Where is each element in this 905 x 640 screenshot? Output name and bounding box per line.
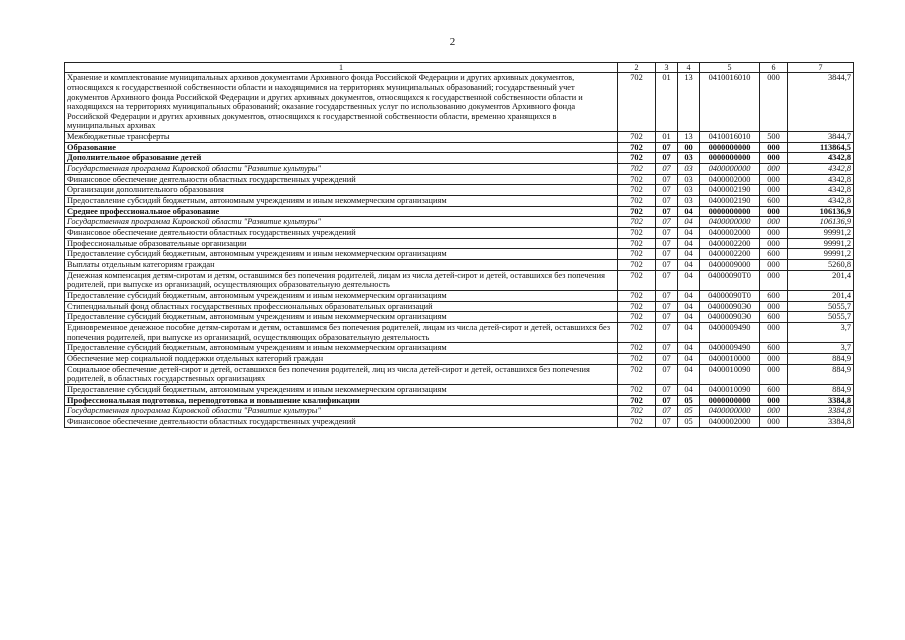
row-section-cell: 07 [656,206,678,217]
row-section-cell: 07 [656,217,678,228]
table-header-row [65,63,854,73]
table-row [65,416,854,427]
row-code-cell: 702 [618,153,656,164]
row-code-cell: 702 [618,142,656,153]
row-amount-cell: 3844,7 [788,73,854,132]
row-section-cell: 07 [656,185,678,196]
row-name-cell: Стипендиальный фонд областных государственных профессиональных образовательных организаций [65,301,618,312]
row-subsection-cell: 04 [678,312,700,323]
row-section-cell: 07 [656,301,678,312]
table-body [65,73,854,427]
row-subsection-cell: 04 [678,217,700,228]
row-name-cell: Государственная программа Кировской области "Развитие культуры" [65,217,618,228]
row-subsection-cell: 03 [678,196,700,207]
row-target-article-cell: 0400002000 [700,416,760,427]
row-target-article-cell: 0000000000 [700,395,760,406]
row-section-cell: 07 [656,312,678,323]
row-target-article-cell: 0000000000 [700,142,760,153]
table-row [65,196,854,207]
table-row [65,164,854,175]
row-name-cell: Межбюджетные трансферты [65,132,618,143]
row-amount-cell: 3384,8 [788,406,854,417]
row-expense-type-cell: 000 [760,238,788,249]
row-name-cell: Финансовое обеспечение деятельности областных государственных учреждений [65,174,618,185]
row-amount-cell: 106136,9 [788,206,854,217]
table-row [65,238,854,249]
row-subsection-cell: 04 [678,322,700,342]
row-subsection-cell: 03 [678,153,700,164]
row-subsection-cell: 04 [678,228,700,239]
row-target-article-cell: 0400000000 [700,217,760,228]
row-amount-cell: 884,9 [788,384,854,395]
row-subsection-cell: 04 [678,343,700,354]
row-expense-type-cell: 000 [760,395,788,406]
row-amount-cell: 4342,8 [788,164,854,175]
row-code-cell: 702 [618,132,656,143]
row-target-article-cell: 0400002200 [700,238,760,249]
table-row [65,132,854,143]
row-section-cell: 01 [656,73,678,132]
row-target-article-cell: 0400002190 [700,185,760,196]
row-amount-cell: 4342,8 [788,196,854,207]
table-row [65,290,854,301]
table-row [65,353,854,364]
row-expense-type-cell: 000 [760,322,788,342]
row-section-cell: 07 [656,174,678,185]
table-row [65,364,854,384]
row-code-cell: 702 [618,238,656,249]
row-code-cell: 702 [618,384,656,395]
row-expense-type-cell: 000 [760,228,788,239]
row-section-cell: 07 [656,142,678,153]
row-section-cell: 07 [656,406,678,417]
row-amount-cell: 3844,7 [788,132,854,143]
row-amount-cell: 113864,5 [788,142,854,153]
row-expense-type-cell: 000 [760,217,788,228]
row-expense-type-cell: 000 [760,206,788,217]
row-name-cell: Обеспечение мер социальной поддержки отдельных категорий граждан [65,353,618,364]
row-target-article-cell: 0400010000 [700,353,760,364]
row-expense-type-cell: 600 [760,384,788,395]
row-amount-cell: 4342,8 [788,153,854,164]
row-target-article-cell: 0400000000 [700,164,760,175]
row-subsection-cell: 03 [678,185,700,196]
table-row [65,301,854,312]
row-section-cell: 07 [656,238,678,249]
row-code-cell: 702 [618,343,656,354]
row-code-cell: 702 [618,301,656,312]
row-code-cell: 702 [618,406,656,417]
row-amount-cell: 884,9 [788,353,854,364]
row-expense-type-cell: 000 [760,164,788,175]
row-code-cell: 702 [618,185,656,196]
row-name-cell: Хранение и комплектование муниципальных архивов документами Архивного фонда Российской Федерации и других архивных документов, относящихся к государственной собственности области и находящимися на территориях муниципальных образований; государственный учет документов Архивного фонда Российской Федерации и других архивных документов, относящихся к государственной собственности области и находящихся на территориях муниципальных образований; оказание государственных услуг по использованию документов Архивного фонда Российской Федерации и других архивных документов, относящихся к государственной собственности области, временно хранящихся в муниципальных архивах [65,73,618,132]
row-code-cell: 702 [618,416,656,427]
row-code-cell: 702 [618,174,656,185]
table-row [65,185,854,196]
row-expense-type-cell: 600 [760,249,788,260]
row-name-cell: Единовременное денежное пособие детям-сиротам и детям, оставшимся без попечения родителей, лицам из числа детей-сирот и детей, оставшихся без попечения родителей, при выпуске из организаций, осуществляющих образовательную деятельность [65,322,618,342]
row-subsection-cell: 03 [678,174,700,185]
row-subsection-cell: 00 [678,142,700,153]
row-target-article-cell: 04000090Т0 [700,270,760,290]
row-name-cell: Выплаты отдельным категориям граждан [65,260,618,271]
row-name-cell: Дополнительное образование детей [65,153,618,164]
row-amount-cell: 201,4 [788,290,854,301]
row-code-cell: 702 [618,322,656,342]
row-section-cell: 07 [656,416,678,427]
row-code-cell: 702 [618,312,656,323]
row-code-cell: 702 [618,290,656,301]
row-subsection-cell: 13 [678,73,700,132]
row-name-cell: Предоставление субсидий бюджетным, автономным учреждениям и иным некоммерческим организациям [65,384,618,395]
row-amount-cell: 4342,8 [788,185,854,196]
row-code-cell: 702 [618,260,656,271]
row-expense-type-cell: 500 [760,132,788,143]
row-expense-type-cell: 600 [760,196,788,207]
row-target-article-cell: 04000090Э0 [700,312,760,323]
row-section-cell: 01 [656,132,678,143]
row-section-cell: 07 [656,290,678,301]
row-name-cell: Социальное обеспечение детей-сирот и детей, оставшихся без попечения родителей, лиц из числа детей-сирот и детей, оставшихся без попечения родителей, в областных государственных организациях [65,364,618,384]
column-header: 4 [678,63,700,73]
row-section-cell: 07 [656,228,678,239]
row-expense-type-cell: 600 [760,290,788,301]
row-expense-type-cell: 000 [760,364,788,384]
budget-table [64,62,854,428]
row-target-article-cell: 0400002190 [700,196,760,207]
column-header: 7 [788,63,854,73]
column-header: 6 [760,63,788,73]
row-target-article-cell: 04000090Т0 [700,290,760,301]
row-subsection-cell: 13 [678,132,700,143]
row-expense-type-cell: 000 [760,260,788,271]
row-name-cell: Среднее профессиональное образование [65,206,618,217]
row-expense-type-cell: 000 [760,153,788,164]
row-subsection-cell: 04 [678,260,700,271]
row-code-cell: 702 [618,364,656,384]
row-name-cell: Предоставление субсидий бюджетным, автономным учреждениям и иным некоммерческим организациям [65,290,618,301]
row-subsection-cell: 04 [678,384,700,395]
row-code-cell: 702 [618,228,656,239]
table-row [65,73,854,132]
row-subsection-cell: 04 [678,364,700,384]
row-target-article-cell: 0000000000 [700,153,760,164]
row-target-article-cell: 0400002200 [700,249,760,260]
row-amount-cell: 3384,8 [788,395,854,406]
row-amount-cell: 5260,8 [788,260,854,271]
row-target-article-cell: 04000090Э0 [700,301,760,312]
row-amount-cell: 884,9 [788,364,854,384]
row-amount-cell: 5055,7 [788,312,854,323]
column-header: 2 [618,63,656,73]
row-name-cell: Финансовое обеспечение деятельности областных государственных учреждений [65,416,618,427]
row-amount-cell: 99991,2 [788,228,854,239]
table-row [65,322,854,342]
row-name-cell: Организации дополнительного образования [65,185,618,196]
column-header: 3 [656,63,678,73]
row-subsection-cell: 04 [678,238,700,249]
row-target-article-cell: 0400009490 [700,322,760,342]
row-section-cell: 07 [656,249,678,260]
row-target-article-cell: 0400010090 [700,384,760,395]
table-row [65,406,854,417]
row-expense-type-cell: 600 [760,312,788,323]
row-amount-cell: 4342,8 [788,174,854,185]
row-code-cell: 702 [618,217,656,228]
row-amount-cell: 99991,2 [788,238,854,249]
row-section-cell: 07 [656,384,678,395]
row-expense-type-cell: 000 [760,353,788,364]
row-name-cell: Профессиональные образовательные организации [65,238,618,249]
row-expense-type-cell: 000 [760,416,788,427]
row-target-article-cell: 0410016010 [700,73,760,132]
table-row [65,206,854,217]
row-target-article-cell: 0400010090 [700,364,760,384]
row-expense-type-cell: 000 [760,406,788,417]
row-expense-type-cell: 000 [760,301,788,312]
row-subsection-cell: 04 [678,249,700,260]
row-subsection-cell: 03 [678,164,700,175]
row-section-cell: 07 [656,364,678,384]
row-subsection-cell: 04 [678,301,700,312]
row-subsection-cell: 04 [678,290,700,301]
table-row [65,384,854,395]
page-number: 2 [449,36,456,48]
row-code-cell: 702 [618,164,656,175]
row-target-article-cell: 0400000000 [700,406,760,417]
row-code-cell: 702 [618,206,656,217]
row-target-article-cell: 0410016010 [700,132,760,143]
table-row [65,270,854,290]
row-name-cell: Предоставление субсидий бюджетным, автономным учреждениям и иным некоммерческим организациям [65,312,618,323]
row-target-article-cell: 0000000000 [700,206,760,217]
table-row [65,249,854,260]
row-name-cell: Предоставление субсидий бюджетным, автономным учреждениям и иным некоммерческим организациям [65,343,618,354]
row-subsection-cell: 05 [678,416,700,427]
row-amount-cell: 3,7 [788,322,854,342]
table-row [65,228,854,239]
row-expense-type-cell: 000 [760,185,788,196]
column-header: 5 [700,63,760,73]
row-target-article-cell: 0400002000 [700,228,760,239]
table-row [65,395,854,406]
row-name-cell: Денежная компенсация детям-сиротам и детям, оставшимся без попечения родителей, лицам из числа детей-сирот и детей, оставшихся без попечения родителей, при выпуске из организаций, осуществляющих образовательную деятельность [65,270,618,290]
row-amount-cell: 3384,8 [788,416,854,427]
row-subsection-cell: 04 [678,206,700,217]
table-row [65,217,854,228]
row-section-cell: 07 [656,353,678,364]
row-section-cell: 07 [656,196,678,207]
row-amount-cell: 201,4 [788,270,854,290]
row-code-cell: 702 [618,73,656,132]
row-section-cell: 07 [656,343,678,354]
table-row [65,153,854,164]
row-expense-type-cell: 000 [760,174,788,185]
row-code-cell: 702 [618,249,656,260]
row-section-cell: 07 [656,322,678,342]
row-target-article-cell: 0400009490 [700,343,760,354]
row-name-cell: Государственная программа Кировской области "Развитие культуры" [65,406,618,417]
row-section-cell: 07 [656,270,678,290]
row-subsection-cell: 05 [678,406,700,417]
table-row [65,260,854,271]
row-name-cell: Предоставление субсидий бюджетным, автономным учреждениям и иным некоммерческим организациям [65,249,618,260]
row-name-cell: Предоставление субсидий бюджетным, автономным учреждениям и иным некоммерческим организациям [65,196,618,207]
row-amount-cell: 5055,7 [788,301,854,312]
row-code-cell: 702 [618,395,656,406]
row-name-cell: Финансовое обеспечение деятельности областных государственных учреждений [65,228,618,239]
column-header: 1 [65,63,618,73]
row-amount-cell: 106136,9 [788,217,854,228]
row-expense-type-cell: 000 [760,142,788,153]
row-code-cell: 702 [618,270,656,290]
row-amount-cell: 99991,2 [788,249,854,260]
row-amount-cell: 3,7 [788,343,854,354]
row-target-article-cell: 0400002000 [700,174,760,185]
row-section-cell: 07 [656,260,678,271]
row-code-cell: 702 [618,196,656,207]
row-name-cell: Государственная программа Кировской области "Развитие культуры" [65,164,618,175]
row-target-article-cell: 0400009000 [700,260,760,271]
row-expense-type-cell: 000 [760,73,788,132]
row-subsection-cell: 04 [678,270,700,290]
row-name-cell: Профессиональная подготовка, переподготовка и повышение квалификации [65,395,618,406]
table-row [65,312,854,323]
row-name-cell: Образование [65,142,618,153]
table-row [65,142,854,153]
table-row [65,174,854,185]
row-section-cell: 07 [656,153,678,164]
row-section-cell: 07 [656,164,678,175]
table-row [65,343,854,354]
row-code-cell: 702 [618,353,656,364]
row-expense-type-cell: 000 [760,270,788,290]
row-section-cell: 07 [656,395,678,406]
row-expense-type-cell: 600 [760,343,788,354]
row-subsection-cell: 04 [678,353,700,364]
row-subsection-cell: 05 [678,395,700,406]
